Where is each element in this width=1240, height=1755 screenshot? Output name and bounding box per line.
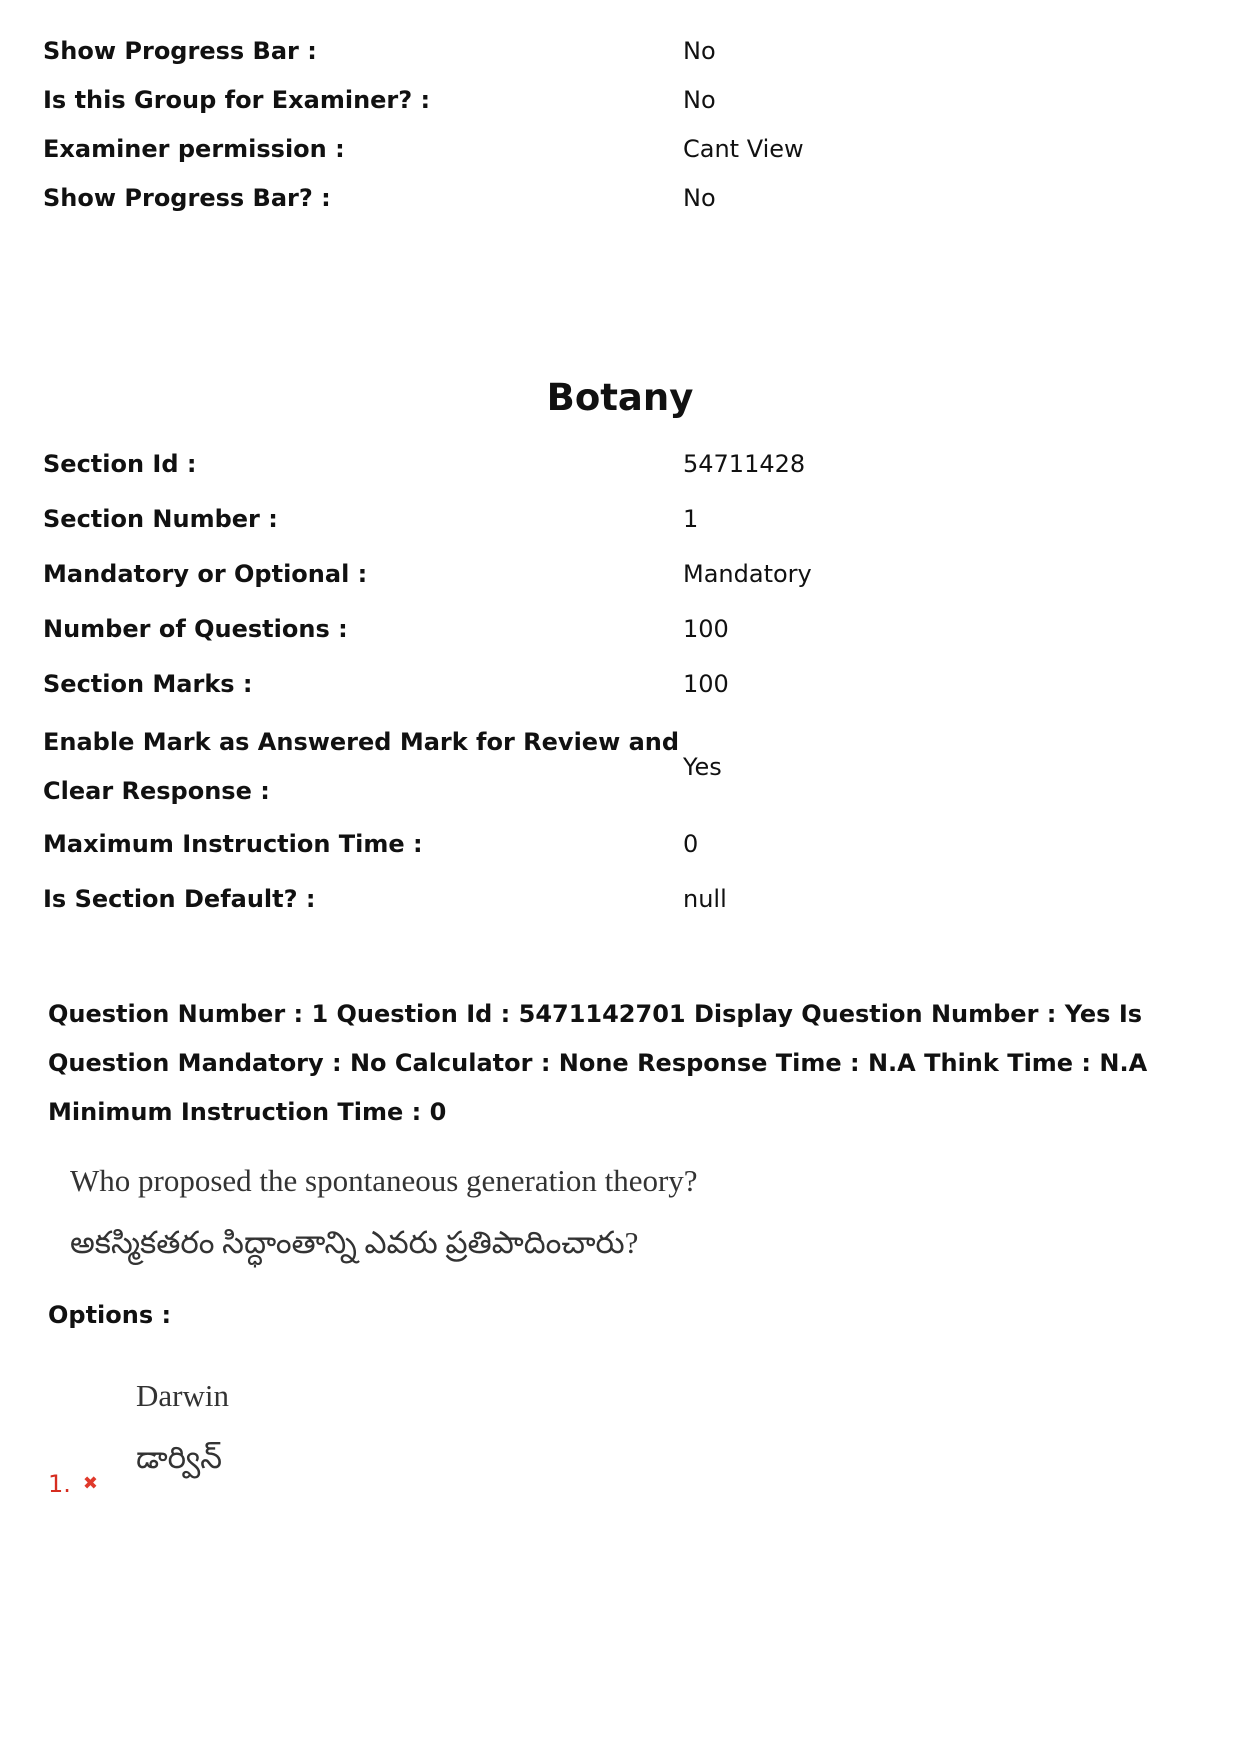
option-text-te: డార్విన్ bbox=[136, 1440, 222, 1475]
section-field-label: Is Section Default? : bbox=[43, 885, 316, 913]
setting-value: Cant View bbox=[683, 135, 804, 163]
section-field-label: Maximum Instruction Time : bbox=[43, 830, 423, 858]
cross-icon: ✖ bbox=[82, 1473, 98, 1494]
section-field-value: 0 bbox=[683, 830, 699, 858]
section-row-number bbox=[43, 495, 1193, 544]
option-text bbox=[136, 1365, 229, 1489]
section-field-value: Mandatory bbox=[683, 560, 812, 588]
section-field-label: Section Number : bbox=[43, 505, 278, 533]
question-text-en: Who proposed the spontaneous generation theory? bbox=[70, 1163, 698, 1198]
section-field-value: 100 bbox=[683, 615, 729, 643]
setting-value: No bbox=[683, 86, 716, 114]
section-field-value: null bbox=[683, 885, 727, 913]
setting-value: No bbox=[683, 37, 716, 65]
section-title: Botany bbox=[546, 376, 694, 419]
setting-label: Is this Group for Examiner? : bbox=[43, 86, 431, 114]
section-field-label-line1: Enable Mark as Answered Mark for Review and bbox=[43, 728, 680, 756]
options-label: Options : bbox=[48, 1301, 172, 1329]
section-field-value: 1 bbox=[683, 505, 699, 533]
section-field-label: Number of Questions : bbox=[43, 615, 348, 643]
option-number-label: 1. bbox=[48, 1470, 71, 1498]
setting-label: Examiner permission : bbox=[43, 135, 345, 163]
section-row-marks bbox=[43, 660, 1193, 709]
setting-row-show-progress-bar bbox=[43, 27, 1193, 76]
section-field-label: Section Marks : bbox=[43, 670, 253, 698]
section-field-label-line2: Clear Response : bbox=[43, 777, 270, 805]
section-field-label: Mandatory or Optional : bbox=[43, 560, 368, 588]
option-text-en: Darwin bbox=[136, 1378, 229, 1413]
section-field-label: Section Id : bbox=[43, 450, 197, 478]
setting-row-group-for-examiner bbox=[43, 76, 1193, 125]
section-field-label bbox=[43, 718, 683, 816]
setting-label: Show Progress Bar : bbox=[43, 37, 317, 65]
section-row-id bbox=[43, 440, 1193, 489]
section-field-value: Yes bbox=[683, 752, 722, 781]
question-meta: Question Number : 1 Question Id : 5471142701 Display Question Number : Yes Is Question Mandatory : No Calculator : None Response Time : N.A Think Time : N.A Minimum Instruction Time : 0 bbox=[48, 1000, 1148, 1126]
setting-row-examiner-permission bbox=[43, 125, 1193, 174]
question-text bbox=[70, 1150, 698, 1274]
setting-row-show-progress-bar-q bbox=[43, 174, 1193, 223]
section-row-max-instruction-time bbox=[43, 820, 1193, 869]
option-number bbox=[48, 1468, 98, 1500]
section-row-num-questions bbox=[43, 605, 1193, 654]
section-row-enable-mark bbox=[43, 718, 1193, 816]
section-row-mandatory bbox=[43, 550, 1193, 599]
setting-label: Show Progress Bar? : bbox=[43, 184, 331, 212]
setting-value: No bbox=[683, 184, 716, 212]
section-field-value: 54711428 bbox=[683, 450, 806, 478]
section-field-value: 100 bbox=[683, 670, 729, 698]
question-text-te: అకస్మికతరం సిద్ధాంతాన్ని ఎవరు ప్రతిపాదించారు? bbox=[70, 1225, 639, 1260]
section-row-is-default bbox=[43, 875, 1193, 924]
